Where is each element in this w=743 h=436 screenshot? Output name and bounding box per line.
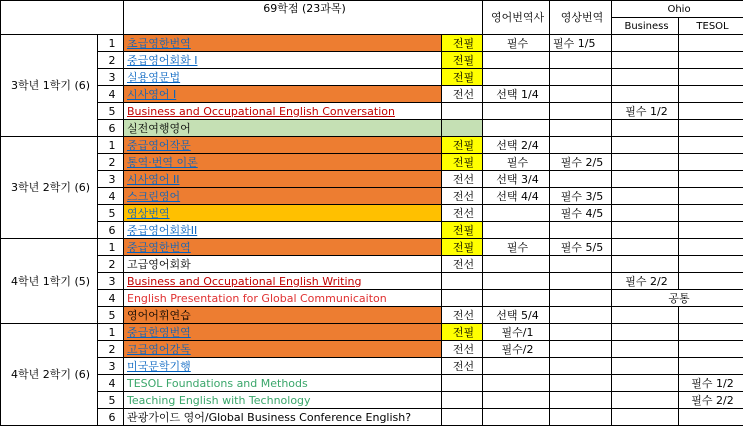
semester-label: 4학년 2학기 (6) (1, 324, 98, 426)
row-number: 2 (98, 52, 124, 69)
table-row (1, 392, 743, 409)
subject-link[interactable]: 미국문학기행 (127, 359, 191, 373)
subject-link[interactable]: Business and Occupational English Writing (127, 274, 362, 288)
course-type (442, 392, 483, 409)
course-type: 전선 (442, 256, 483, 273)
translation-value (483, 375, 550, 392)
tesol-value (679, 205, 743, 222)
video-value (550, 392, 612, 409)
subject-text: TESOL Foundations and Methods (127, 376, 308, 390)
business-value (612, 69, 679, 86)
translation-value (483, 256, 550, 273)
translation-value: 필수/2 (483, 341, 550, 358)
table-row (1, 273, 743, 290)
row-number: 3 (98, 273, 124, 290)
business-value (612, 341, 679, 358)
tesol-value (679, 69, 743, 86)
subject-cell: 관광가이드 영어/Global Business Conference English? (124, 409, 442, 426)
subject-cell[interactable] (124, 239, 442, 256)
business-value: 필수 2/2 (612, 273, 679, 290)
tesol-value (679, 222, 743, 239)
tesol-value (679, 35, 743, 52)
table-row (1, 358, 743, 375)
row-number: 3 (98, 69, 124, 86)
subject-cell[interactable] (124, 103, 442, 120)
course-type: 전필 (442, 52, 483, 69)
table-row (1, 290, 743, 307)
table-row (1, 409, 743, 426)
header-video: 영상번역 (550, 1, 612, 35)
video-value (550, 375, 612, 392)
tesol-value: 필수 2/2 (679, 392, 743, 409)
table-row (1, 188, 743, 205)
row-number: 6 (98, 409, 124, 426)
header-translation: 영어번역사 (483, 1, 550, 35)
business-value (612, 392, 679, 409)
subject-cell[interactable] (124, 69, 442, 86)
subject-link[interactable]: 중급영어회화 I (127, 53, 198, 67)
video-value (550, 307, 612, 324)
subject-text: Teaching English with Technology (127, 393, 311, 407)
table-row (1, 239, 743, 256)
subject-cell: 영어어휘연습 (124, 307, 442, 324)
translation-value (483, 120, 550, 137)
business-value: 필수 1/2 (612, 103, 679, 120)
subject-cell[interactable] (124, 137, 442, 154)
row-number: 5 (98, 392, 124, 409)
video-value: 필수 4/5 (550, 205, 612, 222)
translation-value: 선택 4/4 (483, 188, 550, 205)
table-row (1, 307, 743, 324)
course-type: 전선 (442, 188, 483, 205)
course-type: 전필 (442, 222, 483, 239)
business-value (612, 222, 679, 239)
translation-value: 선택 5/4 (483, 307, 550, 324)
video-value (550, 86, 612, 103)
subject-cell[interactable] (124, 273, 442, 290)
translation-value (483, 222, 550, 239)
video-value (550, 341, 612, 358)
tesol-value (679, 120, 743, 137)
subject-cell[interactable] (124, 52, 442, 69)
video-value (550, 69, 612, 86)
subject-cell[interactable] (124, 86, 442, 103)
translation-value (483, 409, 550, 426)
table-row (1, 375, 743, 392)
business-value (612, 358, 679, 375)
business-value (612, 409, 679, 426)
course-type: 전선 (442, 307, 483, 324)
table-row (1, 86, 743, 103)
subject-link[interactable]: 영상번역 (127, 206, 170, 220)
video-value (550, 103, 612, 120)
subject-link[interactable]: 중급영어작문 (127, 138, 191, 152)
translation-value: 필수 (483, 239, 550, 256)
semester-label: 4학년 1학기 (5) (1, 239, 98, 324)
subject-cell (124, 375, 442, 392)
header-business: Business (612, 18, 679, 35)
translation-value: 필수 (483, 154, 550, 171)
tesol-value (679, 188, 743, 205)
table-row (1, 154, 743, 171)
translation-value (483, 290, 550, 307)
business-value (612, 307, 679, 324)
subject-cell[interactable] (124, 358, 442, 375)
tesol-value (679, 273, 743, 290)
tesol-value (679, 52, 743, 69)
translation-value: 선택 1/4 (483, 86, 550, 103)
subject-cell[interactable] (124, 171, 442, 188)
table-row (1, 120, 743, 137)
subject-link[interactable]: 고급영어강독 (127, 342, 191, 356)
row-number: 4 (98, 188, 124, 205)
table-row (1, 69, 743, 86)
subject-cell (124, 392, 442, 409)
course-type: 전필 (442, 239, 483, 256)
course-type: 전필 (442, 35, 483, 52)
tesol-value (679, 256, 743, 273)
subject-link[interactable]: 실용영문법 (127, 70, 181, 84)
video-value: 필수 2/5 (550, 154, 612, 171)
tesol-value (679, 324, 743, 341)
row-number: 4 (98, 290, 124, 307)
row-number: 6 (98, 120, 124, 137)
table-row (1, 256, 743, 273)
course-type: 전선 (442, 171, 483, 188)
table-row (1, 52, 743, 69)
subject-cell[interactable] (124, 154, 442, 171)
business-value (612, 120, 679, 137)
course-type (442, 103, 483, 120)
tesol-value (679, 154, 743, 171)
subject-link[interactable]: 시사영어 I (127, 87, 177, 101)
translation-value: 선택 2/4 (483, 137, 550, 154)
semester-label: 3학년 1학기 (6) (1, 35, 98, 137)
tesol-value: 필수 1/2 (679, 375, 743, 392)
semester-label: 3학년 2학기 (6) (1, 137, 98, 239)
row-number: 5 (98, 103, 124, 120)
business-value (612, 256, 679, 273)
row-number: 1 (98, 137, 124, 154)
subject-link[interactable]: 중급영어회화II (127, 223, 198, 237)
subject-text: English Presentation for Global Communicaiton (127, 291, 387, 305)
translation-value (483, 69, 550, 86)
subject-cell: 고급영어회화 (124, 256, 442, 273)
row-number: 1 (98, 324, 124, 341)
video-value (550, 290, 612, 307)
row-number: 4 (98, 375, 124, 392)
business-value (612, 137, 679, 154)
course-type (442, 290, 483, 307)
tesol-value (679, 86, 743, 103)
translation-value (483, 358, 550, 375)
row-number: 1 (98, 239, 124, 256)
course-type: 전필 (442, 137, 483, 154)
subject-cell: 실전여행영어 (124, 120, 442, 137)
subject-cell (124, 290, 442, 307)
course-type (442, 375, 483, 392)
table-row (1, 222, 743, 239)
ohio-common-value: 공통 (612, 290, 743, 307)
tesol-value (679, 409, 743, 426)
subject-link[interactable]: 중급영한번역 (127, 240, 191, 254)
course-type: 전선 (442, 86, 483, 103)
subject-link[interactable]: 통역·번역 이론 (127, 155, 198, 169)
course-type: 전선 (442, 205, 483, 222)
row-number: 4 (98, 86, 124, 103)
page-title: 69학점 (23과목) (124, 1, 483, 35)
tesol-value (679, 137, 743, 154)
row-number: 3 (98, 358, 124, 375)
video-value (550, 358, 612, 375)
video-value (550, 409, 612, 426)
subject-link[interactable]: Business and Occupational English Conversation (127, 104, 395, 118)
tesol-value (679, 358, 743, 375)
row-number: 5 (98, 307, 124, 324)
business-value (612, 171, 679, 188)
table-row (1, 137, 743, 154)
translation-value (483, 392, 550, 409)
header-tesol: TESOL (679, 18, 743, 35)
row-number: 3 (98, 171, 124, 188)
video-value (550, 137, 612, 154)
business-value (612, 154, 679, 171)
course-type: 전필 (442, 324, 483, 341)
header-row-1 (1, 1, 743, 18)
row-number: 6 (98, 222, 124, 239)
course-type: 전필 (442, 69, 483, 86)
business-value (612, 205, 679, 222)
business-value (612, 52, 679, 69)
video-value (550, 222, 612, 239)
translation-value: 필수/1 (483, 324, 550, 341)
video-value (550, 52, 612, 69)
tesol-value (679, 171, 743, 188)
row-number: 1 (98, 35, 124, 52)
subject-link[interactable]: 시사영어 II (127, 172, 180, 186)
business-value (612, 239, 679, 256)
subject-cell[interactable] (124, 341, 442, 358)
video-value: 필수 3/5 (550, 188, 612, 205)
table-row (1, 341, 743, 358)
subject-link[interactable]: 중급한영번역 (127, 325, 191, 339)
business-value (612, 86, 679, 103)
subject-cell[interactable] (124, 188, 442, 205)
table-row (1, 171, 743, 188)
video-value: 필수 5/5 (550, 239, 612, 256)
translation-value (483, 52, 550, 69)
business-value (612, 324, 679, 341)
table-row (1, 324, 743, 341)
table-row (1, 35, 743, 52)
table-row (1, 205, 743, 222)
course-type (442, 409, 483, 426)
subject-link[interactable]: 스크린영어 (127, 189, 181, 203)
course-type: 전선 (442, 358, 483, 375)
business-value (612, 35, 679, 52)
header-blank (1, 1, 124, 35)
video-value (550, 324, 612, 341)
subject-cell[interactable] (124, 222, 442, 239)
row-number: 5 (98, 205, 124, 222)
translation-value (483, 205, 550, 222)
row-number: 2 (98, 341, 124, 358)
translation-value (483, 273, 550, 290)
translation-value (483, 103, 550, 120)
row-number: 2 (98, 256, 124, 273)
subject-cell[interactable] (124, 35, 442, 52)
video-value (550, 171, 612, 188)
tesol-value (679, 341, 743, 358)
video-value (550, 273, 612, 290)
course-type (442, 120, 483, 137)
course-type: 전선 (442, 341, 483, 358)
tesol-value (679, 103, 743, 120)
course-type: 전필 (442, 154, 483, 171)
translation-value: 선택 3/4 (483, 171, 550, 188)
subject-cell[interactable] (124, 205, 442, 222)
video-value (550, 256, 612, 273)
row-number: 2 (98, 154, 124, 171)
tesol-value (679, 307, 743, 324)
business-value (612, 375, 679, 392)
header-ohio: Ohio (612, 1, 743, 18)
business-value (612, 188, 679, 205)
course-type (442, 273, 483, 290)
video-value: 필수 1/5 (550, 35, 612, 52)
video-value (550, 120, 612, 137)
subject-cell[interactable] (124, 324, 442, 341)
translation-value: 필수 (483, 35, 550, 52)
table-row (1, 103, 743, 120)
tesol-value (679, 239, 743, 256)
subject-link[interactable]: 초급영한번역 (127, 36, 191, 50)
